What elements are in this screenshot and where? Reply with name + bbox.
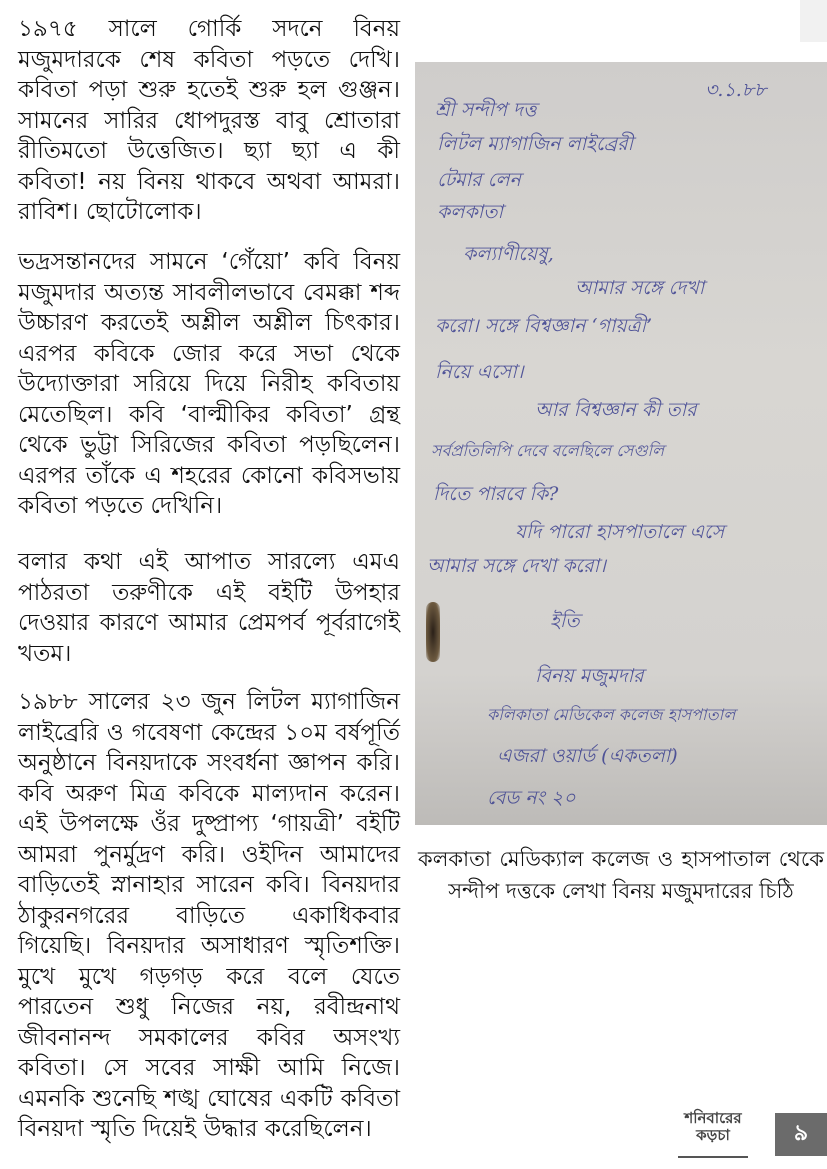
letter-line: এজরা ওয়ার্ড (একতলা) bbox=[497, 745, 678, 767]
letter-line: বেড নং ২০ bbox=[487, 787, 576, 809]
letter-line: যদি পারো হাসপাতালে এসে bbox=[515, 521, 725, 543]
letter-line: আর বিশ্বজ্ঞান কী তার bbox=[535, 399, 697, 421]
letter-line: শ্রী সন্দীপ দত্ত bbox=[435, 99, 537, 121]
letter-line: নিয়ে এসো। bbox=[435, 361, 524, 383]
letter-salutation: কল্যাণীয়েষু, bbox=[463, 243, 554, 265]
article-paragraph: ১৯৮৮ সালের ২৩ জুন লিটল ম্যাগাজিন লাইব্রেরি ও গবেষণা কেন্দ্রের ১০ম বর্ষপূর্তি অনুষ্ঠানে বিনয়দাকে সংবর্ধনা জ্ঞাপন করি। কবি অরুণ মিত্র কবিকে মাল্যদান করেন। এই উপলক্ষে ওঁর দুষ্প্রাপ্য ‘গায়ত্রী’ বইটি আমরা পুনর্মুদ্রণ করি। ওইদিন আমাদের বাড়িতেই স্নানাহার সারেন কবি। বিনয়দার ঠাকুরনগরের বাড়িতে একাধিকবার গিয়েছি। বিনয়দার অসাধারণ স্মৃতিশক্তি। মুখে মুখে গড়গড় করে বলে যেতে পারতেন শুধু নিজের নয়, রবীন্দ্রনাথ জীবনানন্দ সমকালের কবির অসংখ্য কবিতা। সে সবের সাক্ষী আমি নিজে। এমনকি শুনেছি শঙ্খ ঘোষের একটি কবিতা বিনয়দা স্মৃতি দিয়েই উদ্ধার করেছিলেন। bbox=[18, 689, 400, 1142]
letter-line: করো। সঙ্গে বিশ্বজ্ঞান ‘গায়ত্রী’ bbox=[435, 315, 653, 337]
letter-line: আমার সঙ্গে দেখা করো। bbox=[427, 555, 606, 577]
letter-line: টেমার লেন bbox=[437, 169, 521, 191]
article-paragraph: ১৯৭৫ সালে গোর্কি সদনে বিনয় মজুমদারকে শেষ কবিতা পড়তে দেখি। কবিতা পড়া শুরু হতেই শুরু হল গুঞ্জন। সামনের সারির ধোপদুরস্ত বাবু শ্রোতারা রীতিমতো উত্তেজিত। ছ্যা ছ্যা এ কী কবিতা! নয় বিনয় থাকবে অথবা আমরা। রাবিশ। ছোটোলোক। bbox=[18, 16, 400, 225]
letter-line: দিতে পারবে কি? bbox=[433, 483, 559, 505]
letter-signature: বিনয় মজুমদার bbox=[535, 665, 644, 687]
letter-line: কলকাতা bbox=[437, 201, 504, 223]
article-paragraph: ভদ্রসন্তানদের সামনে ‘গেঁয়ো’ কবি বিনয় মজুমদার অত্যন্ত সাবলীলভাবে বেমক্কা শব্দ উচ্চারণ করতেই অশ্লীল অশ্লীল চিৎকার। এরপর কবিকে জোর করে সভা থেকে উদ্যোক্তারা সরিয়ে দিয়ে নিরীহ কবিতায় মেতেছিল। কবি ‘বাল্মীকির কবিতা’ গ্রন্থ থেকে ভুট্টা সিরিজের কবিতা পড়ছিলেন। এরপর তাঁকে এ শহরের কোনো কবিসভায় কবিতা পড়তে দেখিনি। bbox=[18, 249, 400, 519]
letter-line: কলিকাতা মেডিকেল কলেজ হাসপাতাল bbox=[487, 705, 736, 724]
article-paragraph: বলার কথা এই আপাত সারল্যে এমএ পাঠরতা তরুণীকে এই বইটি উপহার দেওয়ার কারণে আমার প্রেমপর্ব পূর্বরাগেই খতম। bbox=[18, 549, 400, 667]
page-number: ৯ bbox=[775, 1113, 827, 1156]
corner-tab bbox=[800, 0, 827, 42]
burn-mark bbox=[426, 602, 440, 662]
photo-caption: কলকাতা মেডিক্যাল কলেজ ও হাসপাতাল থেকে সন্দীপ দত্তকে লেখা বিনয় মজুমদারের চিঠি bbox=[418, 847, 824, 903]
letter-line: সর্বপ্রতিলিপি দেবে বলেছিলে সেগুলি bbox=[431, 441, 665, 460]
letter-date: ৩.১.৮৮ bbox=[705, 79, 767, 101]
handwritten-letter-photo bbox=[415, 62, 827, 825]
letter-line: ইতি bbox=[550, 610, 580, 632]
letter-line: আমার সঙ্গে দেখা bbox=[575, 277, 705, 299]
letter-line: লিটল ম্যাগাজিন লাইব্রেরী bbox=[437, 133, 634, 155]
magazine-logo: শনিবারের কড়চা bbox=[678, 1110, 748, 1158]
